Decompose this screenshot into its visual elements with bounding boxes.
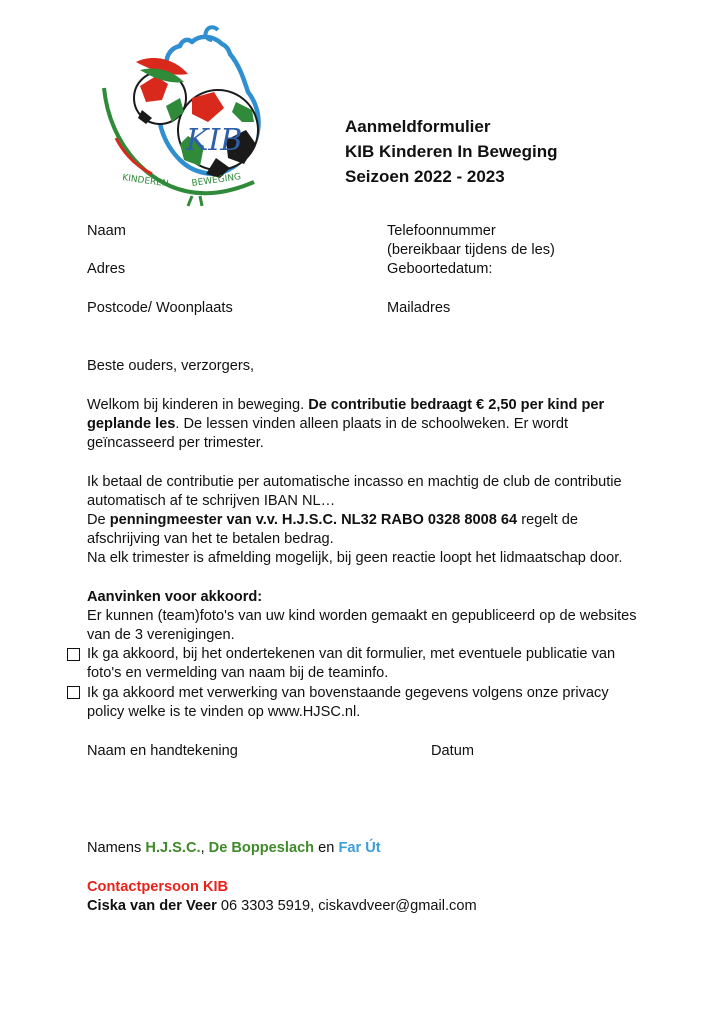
contact-name: Ciska van der Veer: [87, 898, 217, 914]
field-mailadres-label: Mailadres: [387, 300, 451, 316]
consent-photo-checkbox[interactable]: [67, 648, 80, 661]
contact-heading: Contactpersoon KIB: [87, 879, 229, 895]
namens-text: Namens: [87, 840, 146, 856]
incasso-de: De: [87, 512, 110, 528]
consent-intro-line-1: Er kunnen (team)foto's van uw kind worden gemaakt en gepubliceerd op de websites: [87, 608, 637, 624]
contributie-amount: De contributie bedraagt € 2,50 per kind per: [308, 397, 605, 413]
club-boppeslach: De Boppeslach: [208, 840, 315, 856]
incasso-line-5: Na elk trimester is afmelding mogelijk, bij geen reactie loopt het lidmaatschap door.: [87, 550, 623, 566]
paragraph-contributie-line-2: [87, 415, 568, 434]
consent-privacy-checkbox[interactable]: [67, 686, 80, 699]
title-line-3: Seizoen 2022 - 2023: [345, 167, 505, 186]
contributie-schoolweken: . De lessen vinden alleen plaats in de schoolweken. Er wordt: [175, 416, 569, 432]
contributie-intro: Welkom bij kinderen in beweging.: [87, 397, 309, 413]
field-postcode-label: Postcode/ Woonplaats: [87, 300, 233, 316]
title-line-2: KIB Kinderen In Beweging: [345, 142, 558, 161]
contact-line: [87, 897, 477, 916]
incasso-line-4: afschrijving van het te betalen bedrag.: [87, 531, 334, 547]
incasso-line-3: [87, 511, 578, 530]
title-line-1: Aanmeldformulier: [345, 117, 491, 136]
form-title: [345, 114, 558, 189]
logo-monogram: KIB: [186, 123, 243, 158]
paragraph-contributie-line-1: [87, 396, 604, 415]
greeting: Beste ouders, verzorgers,: [87, 358, 255, 374]
separator-1: ,: [200, 840, 209, 856]
logo-text-right: BEWEGING: [191, 172, 242, 189]
paragraph-contributie-line-3: geïncasseerd per trimester.: [87, 435, 264, 451]
consent-photo-line-2: foto's en vermelding van naam bij de teaminfo.: [87, 665, 389, 681]
club-far-ut: Far Út: [338, 840, 381, 856]
field-telefoon-label: Telefoonnummer: [387, 223, 496, 239]
consent-privacy-line-2: policy welke is te vinden op www.HJSC.nl.: [87, 704, 361, 720]
club-hjsc: H.J.S.C.: [145, 840, 201, 856]
namens-line: [87, 839, 381, 858]
consent-photo-line-1: Ik ga akkoord, bij het ondertekenen van dit formulier, met eventuele publicatie van: [87, 646, 616, 662]
consent-heading: Aanvinken voor akkoord:: [87, 589, 263, 605]
kib-logo-graphic: [96, 18, 272, 210]
consent-privacy-line-1: Ik ga akkoord met verwerking van bovenstaande gegevens volgens onze privacy: [87, 685, 609, 701]
field-telefoon-note: (bereikbaar tijdens de les): [387, 242, 555, 258]
signature-name-label: Naam en handtekening: [87, 743, 238, 759]
field-adres-label: Adres: [87, 261, 126, 277]
contact-details: 06 3303 5919, ciskavdveer@gmail.com: [216, 898, 477, 914]
incasso-line-1: Ik betaal de contributie per automatische incasso en machtig de club de contributie: [87, 474, 622, 490]
logo-text-left: KINDEREN: [121, 173, 170, 190]
field-naam-label: Naam: [87, 223, 126, 239]
kib-logo: [96, 18, 272, 210]
field-geboortedatum-label: Geboortedatum:: [387, 261, 493, 277]
contributie-geplande-les: geplande les: [87, 416, 176, 432]
signature-date-label: Datum: [431, 743, 474, 759]
incasso-line-2: automatisch af te schrijven IBAN NL…: [87, 493, 336, 509]
incasso-regelt: regelt de: [517, 512, 579, 528]
penningmeester-iban: penningmeester van v.v. H.J.S.C. NL32 RABO 0328 8008 64: [109, 512, 518, 528]
separator-2: en: [314, 840, 339, 856]
consent-intro-line-2: van de 3 verenigingen.: [87, 627, 235, 643]
